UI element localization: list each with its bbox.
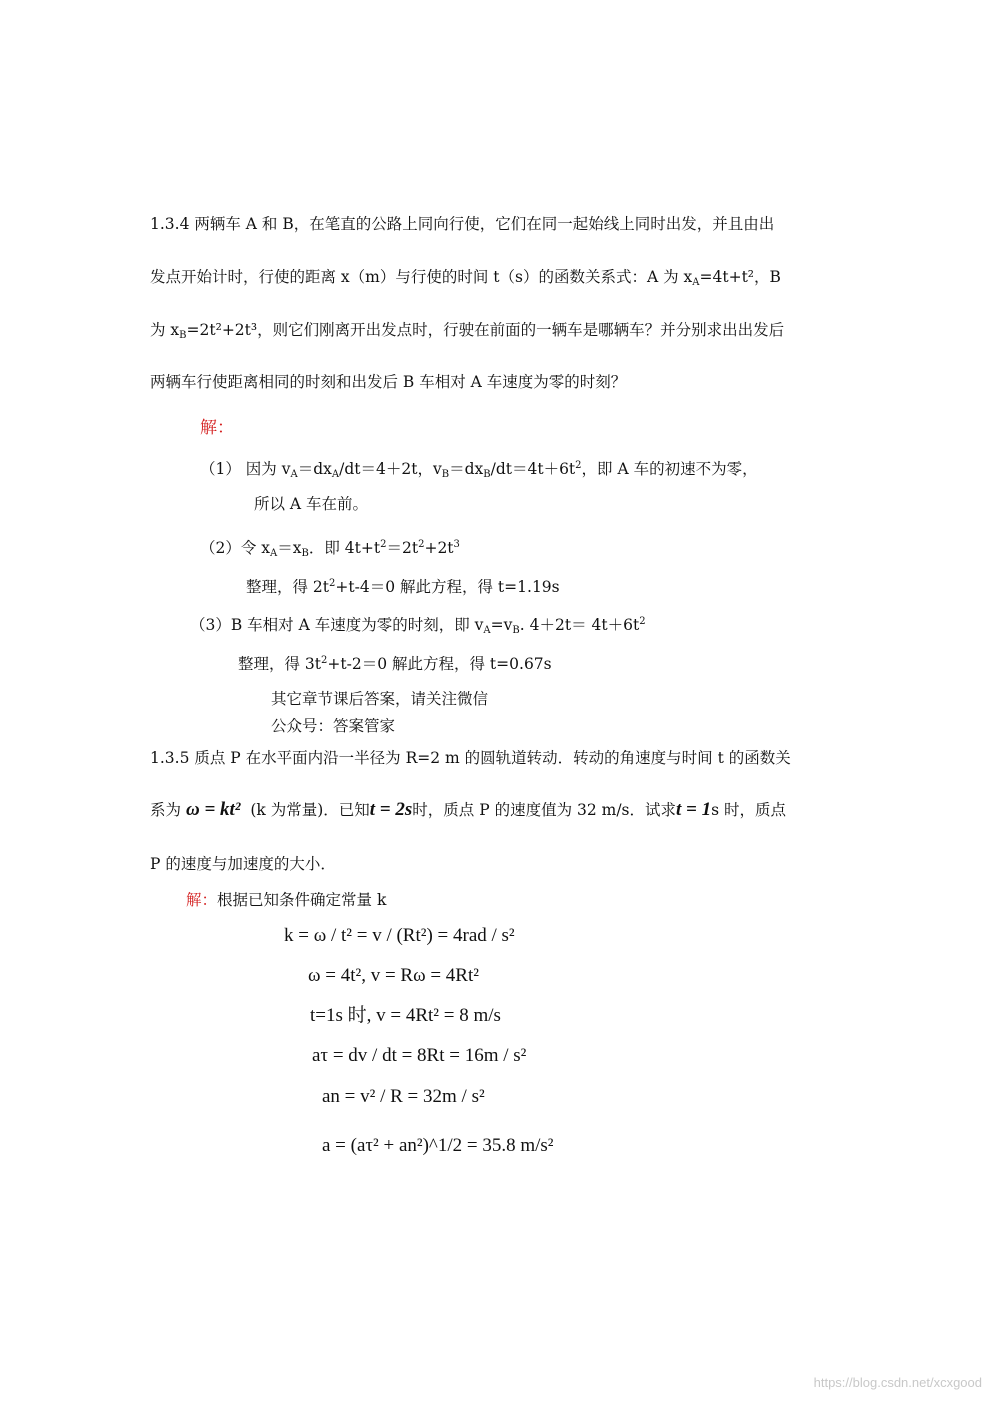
equation-tangential-accel: aτ = dv / dt = 8Rt = 16m / s² (312, 1045, 527, 1066)
equation-v-at-t1: t=1s 时, v = 4Rt² = 8 m/s (310, 1005, 501, 1026)
solution-step-1-conclusion: 所以 A 车在前。 (254, 495, 369, 513)
solution-step-3: （3）B 车相对 A 车速度为零的时刻，即 $v_A=v_B$. $4+2t= 4t+6t^2$ (190, 616, 646, 636)
problem-1-line-2: 发点开始计时，行使的距离 x（m）与行使的时间 t（s）的函数关系式：A 为 $x_A=4t+t^2$，B (150, 268, 781, 288)
formula-t-1: t = 1 (676, 799, 712, 820)
promo-note-line-2: 公众号：答案管家 (271, 717, 396, 735)
problem-2-line-3: P 的速度与加速度的大小． (150, 855, 336, 873)
equation-normal-accel: an = v² / R = 32m / s² (322, 1086, 485, 1107)
watermark: https://blog.csdn.net/xcxgood (813, 1375, 982, 1390)
solution-step-2: （2）令 $x_A=x_B$．即 $4t+t^2=2t^2+2t^3$ (200, 539, 460, 559)
solution-step-3-result: 整理，得 $3t^2+t-2=0$ 解此方程，得 t=0.67s (238, 655, 552, 673)
problem-2-line-1: 1.3.5 质点 P 在水平面内沿一半径为 R=2 m 的圆轨道转动．转动的角速度与时间 t 的函数关 (150, 749, 791, 767)
solution-step-2-result: 整理，得 $2t^2+t-4=0$ 解此方程，得 t=1.19s (246, 578, 560, 596)
equation-omega-v: ω = 4t², v = Rω = 4Rt² (308, 965, 479, 986)
formula-omega: ω = kt² (185, 799, 241, 820)
problem-2-line-2: 系为 ω = kt² (k 为常量)．已知t = 2s时，质点 P 的速度值为 32 m/s．试求t = 1s 时，质点 (150, 799, 787, 820)
equation-total-accel: a = (aτ² + an²)^1/2 = 35.8 m/s² (322, 1135, 554, 1156)
problem-1-line-4: 两辆车行使距离相同的时刻和出发后 B 车相对 A 车速度为零的时刻？ (150, 373, 627, 391)
problem-1-line-3: 为 $x_B=2t^2+2t^3$，则它们刚离开出发点时，行驶在前面的一辆车是哪辆车？并分别求出出发后 (150, 321, 785, 341)
solution-heading: 解： (200, 418, 234, 438)
problem-1-line-1: 1.3.4 两辆车 A 和 B，在笔直的公路上同向行使，它们在同一起始线上同时出发，并且由出 (150, 215, 775, 233)
formula-t-2s: t = 2s (369, 799, 413, 820)
equation-k: k = ω / t² = v / (Rt²) = 4rad / s² (284, 925, 515, 946)
solution-2-intro: 解：根据已知条件确定常量 k (186, 891, 387, 909)
solution-step-1: （1） 因为 $v_A=dx_A/dt=4+2t$，$v_B=dx_B/dt=4t+6t^2$，即 A 车的初速不为零， (200, 460, 758, 480)
promo-note-line-1: 其它章节课后答案，请关注微信 (271, 690, 489, 708)
